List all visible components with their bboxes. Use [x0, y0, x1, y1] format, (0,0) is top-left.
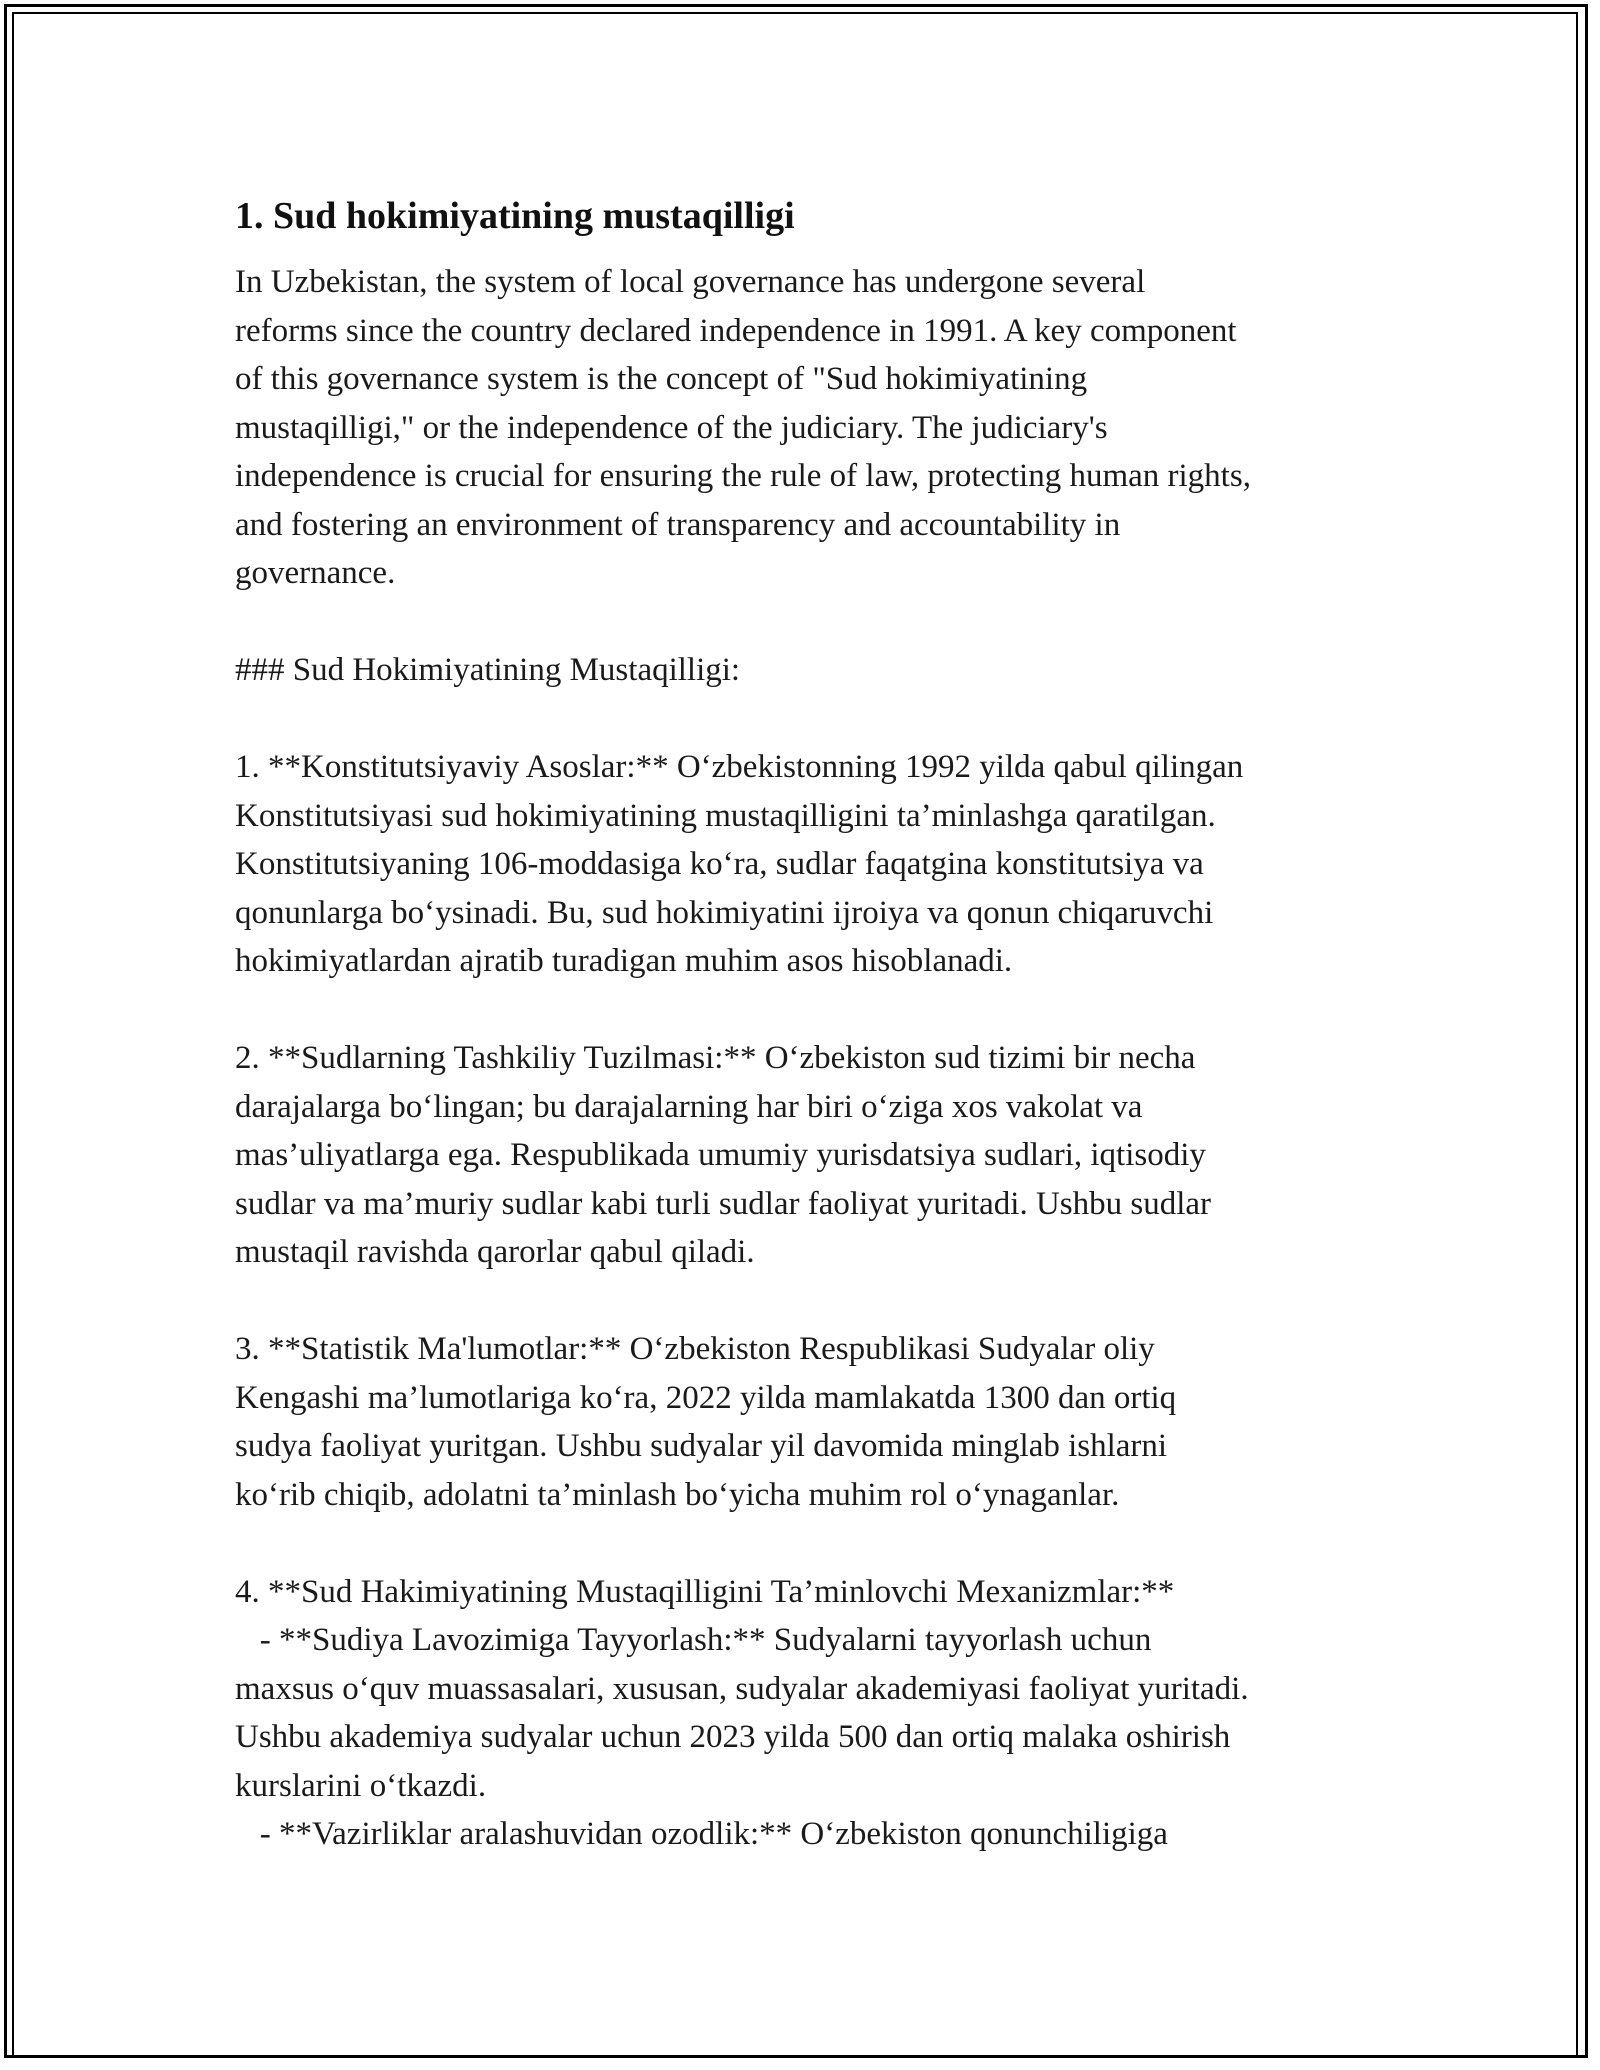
point-1-paragraph: 1. **Konstitutsiyaviy Asoslar:** O‘zbekistonning 1992 yilda qabul qilingan Konstitutsiyasi sud hokimiyatining mustaqilligini ta’minlashga qaratilgan. Konstitutsiyaning 106-moddasiga ko‘ra, sudlar faqatgina konstitutsiya va qonunlarga bo‘ysinadi. Bu, sud hokimiyatini ijroiya va qonun chiqaruvchi hokimiyatlardan ajratib turadigan muhim asos hisoblanadi.: [235, 749, 1244, 979]
section-heading: ### Sud Hokimiyatining Mustaqilligi:: [235, 652, 741, 688]
paragraph-spacer: [235, 598, 1375, 647]
paragraph-spacer: [235, 1277, 1375, 1326]
point-4-paragraph: 4. **Sud Hakimiyatining Mustaqilligini Ta’minlovchi Mexanizmlar:** - **Sudiya Lavozimiga Tayyorlash:** Sudyalarni tayyorlash uchun maxsus o‘quv muassasalari, xususan, sudyalar akademiyasi faoliyat yuritadi. Ushbu akademiya sudyalar uchun 2023 yilda 500 dan ortiq malaka oshirish kurslarini o‘tkazdi. - **Vazirliklar aralashuvidan ozodlik:** O‘zbekiston qonunchiligiga: [235, 1573, 1249, 1852]
paragraph-spacer: [235, 986, 1375, 1035]
document-title: 1. Sud hokimiyatining mustaqilligi: [235, 195, 795, 237]
paragraph-spacer: [235, 695, 1375, 744]
intro-paragraph: In Uzbekistan, the system of local governance has undergone several reforms since the country declared independence in 1991. A key component of this governance system is the concept of "Sud hokimiyatining mustaqilligi," or the independence of the judiciary. The judiciary's independence is crucial for ensuring the rule of law, protecting human rights, and fostering an environment of transparency and accountability in governance.: [235, 264, 1251, 591]
document-body: [235, 188, 1375, 1859]
point-3-paragraph: 3. **Statistik Ma'lumotlar:** O‘zbekiston Respublikasi Sudyalar oliy Kengashi ma’lumotlariga ko‘ra, 2022 yilda mamlakatda 1300 dan ortiq sudya faoliyat yuritgan. Ushbu sudyalar yil davomida minglab ishlarni ko‘rib chiqib, adolatni ta’minlash bo‘yicha muhim rol o‘ynaganlar.: [235, 1331, 1177, 1513]
point-2-paragraph: 2. **Sudlarning Tashkiliy Tuzilmasi:** O‘zbekiston sud tizimi bir necha darajalarga bo‘lingan; bu darajalarning har biri o‘ziga xos vakolat va mas’uliyatlarga ega. Respublikada umumiy yurisdatsiya sudlari, iqtisodiy sudlar va ma’muriy sudlar kabi turli sudlar faoliyat yuritadi. Ushbu sudlar mustaqil ravishda qarorlar qabul qiladi.: [235, 1040, 1212, 1270]
paragraph-spacer: [235, 1519, 1375, 1568]
